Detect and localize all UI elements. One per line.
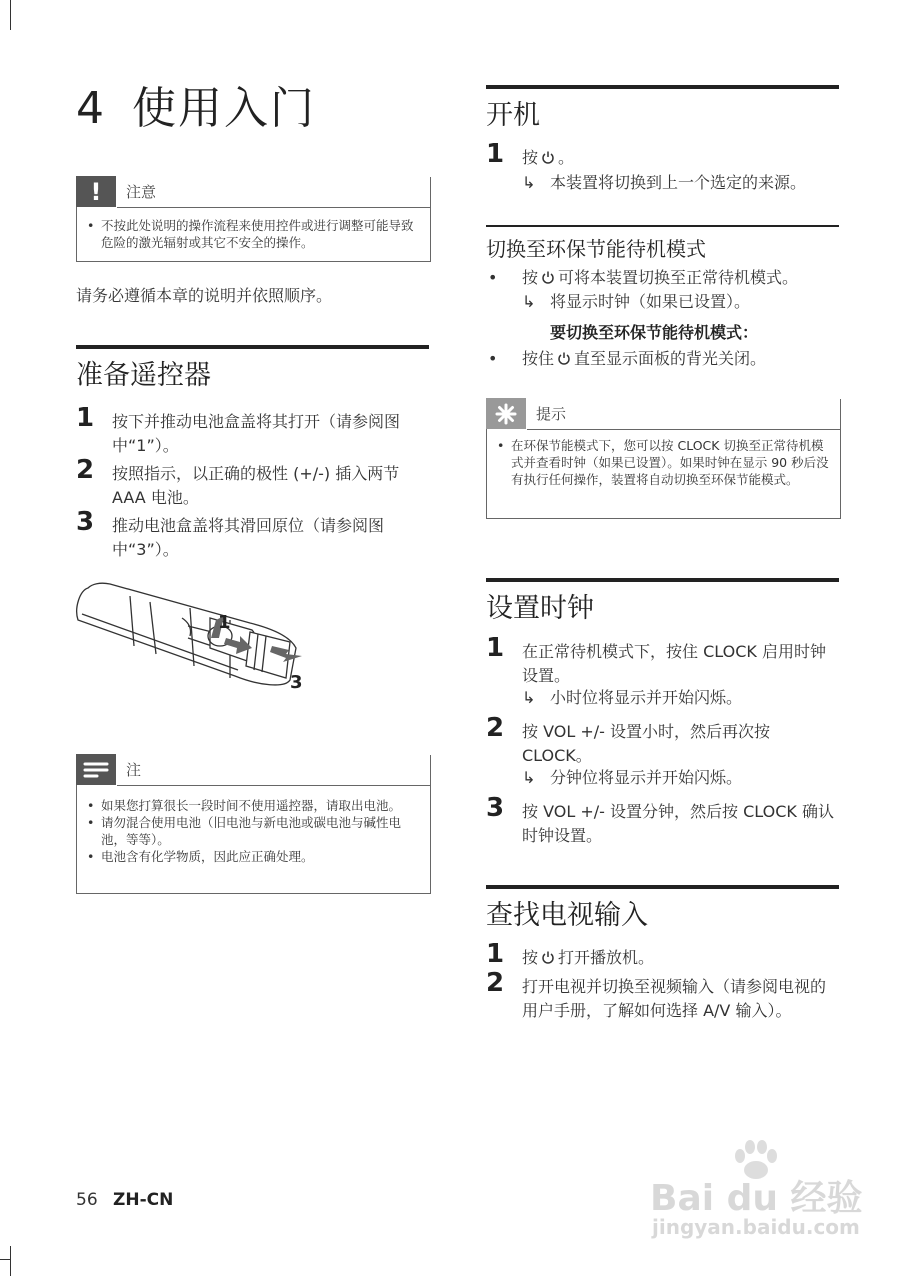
crop-mark [0,1259,10,1260]
bullet-dot: • [488,268,498,287]
tip-header [486,398,566,429]
result-text: 将显示时钟（如果已设置）。 [550,292,751,311]
result-arrow-icon: ↳ [522,292,536,311]
power-icon [557,351,571,365]
step-pre: 按 [522,948,539,967]
bullet-dot: • [488,349,498,368]
step-text: 按下并推动电池盒盖将其打开（请参阅图中“1”）。 [112,412,401,455]
baidu-watermark [650,1150,870,1245]
result-arrow-icon: ↳ [522,173,536,192]
tip-label: 提示 [536,405,567,423]
step-text: 按 VOL +/- 设置分钟，然后按 CLOCK 确认时钟设置。 [522,802,834,845]
note-item: • 如果您打算很长一段时间不使用遥控器，请取出电池。 [85,797,410,814]
sparkle-icon [486,398,526,429]
intro-text: 请务必遵循本章的说明并依照顺序。 [76,286,333,305]
step-number: 2 [486,968,505,998]
crop-mark [10,0,11,30]
step-pre: 按 [522,148,539,167]
section-title-remote: 准备遥控器 [76,345,429,392]
step-number: 2 [486,713,505,743]
step-post: 打开播放机。 [558,948,655,967]
power-icon [541,150,555,164]
crop-mark [10,1246,11,1276]
power-on-step-1 [486,139,840,170]
note-label: 注 [126,761,142,779]
clock-step-2 [486,713,840,768]
step-number: 1 [486,939,505,969]
tip-item: • 在环保节能模式下，您可以按 CLOCK 切换至正常待机模式并查看时钟（如果已设置）。如果时钟在显示 90 秒后没有执行任何操作，装置将自动切换至环保节能模式。 [495,437,830,488]
note-box [76,755,431,894]
tip-box [486,399,841,519]
note-header [76,754,141,785]
caution-item: • 不按此处说明的操作流程来使用控件或进行调整可能导致危险的激光辐射或其它不安全的操作。 [85,217,420,251]
remote-step-3 [76,507,430,562]
caution-divider [117,207,430,208]
bullet-post: 可将本装置切换至正常待机模式。 [558,268,799,287]
section-title-eco: 切换至环保节能待机模式 [486,225,839,262]
watermark-brand: Bai du 经验 [650,1178,863,1219]
watermark-url: jingyan.baidu.com [652,1215,860,1239]
note-list [85,797,410,865]
clock-step-1 [486,633,840,688]
tv-step-1 [486,939,840,970]
figure-label-1: 1 [218,612,231,633]
step-text: 在正常待机模式下，按住 CLOCK 启用时钟设置。 [522,642,826,685]
language-code: ZH-CN [113,1190,174,1210]
note-item: • 电池含有化学物质，因此应正确处理。 [85,848,410,865]
remote-step-1 [76,403,430,458]
note-item: • 请勿混合使用电池（旧电池与新电池或碳电池与碱性电池，等等）。 [85,814,410,848]
result-text: 小时位将显示并开始闪烁。 [550,688,743,707]
caution-box [76,177,431,262]
eco-bullet-1 [486,266,798,290]
chapter-heading [76,72,316,136]
section-title-clock: 设置时钟 [486,578,839,625]
step-post: 。 [558,148,575,167]
step-number: 2 [76,455,95,485]
step-text: 推动电池盒盖将其滑回原位（请参阅图中“3”）。 [112,516,385,559]
exclamation-icon: ! [76,176,116,207]
power-icon [541,270,555,284]
eco-bullet-2 [486,347,766,371]
eco-subheading: 要切换至环保节能待机模式： [550,323,759,342]
bullet-post: 直至显示面板的背光关闭。 [574,349,767,368]
remote-step-2 [76,455,430,510]
remote-battery-figure [70,578,340,703]
power-on-result [522,171,806,195]
tip-list [495,437,830,488]
section-title-power-on: 开机 [486,85,839,132]
caution-header [76,176,156,207]
clock-step-3 [486,793,840,848]
tv-step-2 [486,968,840,1023]
result-arrow-icon: ↳ [522,768,536,787]
note-lines-icon [76,754,116,785]
result-text: 本装置将切换到上一个选定的来源。 [550,173,807,192]
caution-list [85,217,420,251]
step-text: 按 VOL +/- 设置小时，然后再次按 CLOCK。 [522,722,771,765]
footer [76,1190,173,1210]
eco-result [522,290,750,314]
step-text: 打开电视并切换至视频输入（请参阅电视的用户手册，了解如何选择 A/V 输入）。 [522,977,827,1020]
figure-label-3: 3 [290,672,303,693]
step-number: 1 [486,633,505,663]
step-number: 1 [76,403,95,433]
result-text: 分钟位将显示并开始闪烁。 [550,768,743,787]
step-number: 3 [486,793,505,823]
note-divider [117,785,430,786]
clock-step-1-result [522,686,742,710]
power-icon [541,950,555,964]
chapter-title: 使用入门 [132,83,316,134]
result-arrow-icon: ↳ [522,688,536,707]
bullet-pre: 按住 [522,349,555,368]
step-number: 3 [76,507,95,537]
step-text: 按照指示，以正确的极性 (+/-) 插入两节 AAA 电池。 [112,464,400,507]
page-number: 56 [76,1190,98,1210]
clock-step-2-result [522,766,742,790]
caution-label: 注意 [126,183,157,201]
bullet-pre: 按 [522,268,539,287]
step-number: 1 [486,139,505,169]
tip-divider [527,429,840,430]
section-title-tv: 查找电视输入 [486,885,839,932]
chapter-number: 4 [76,83,106,134]
